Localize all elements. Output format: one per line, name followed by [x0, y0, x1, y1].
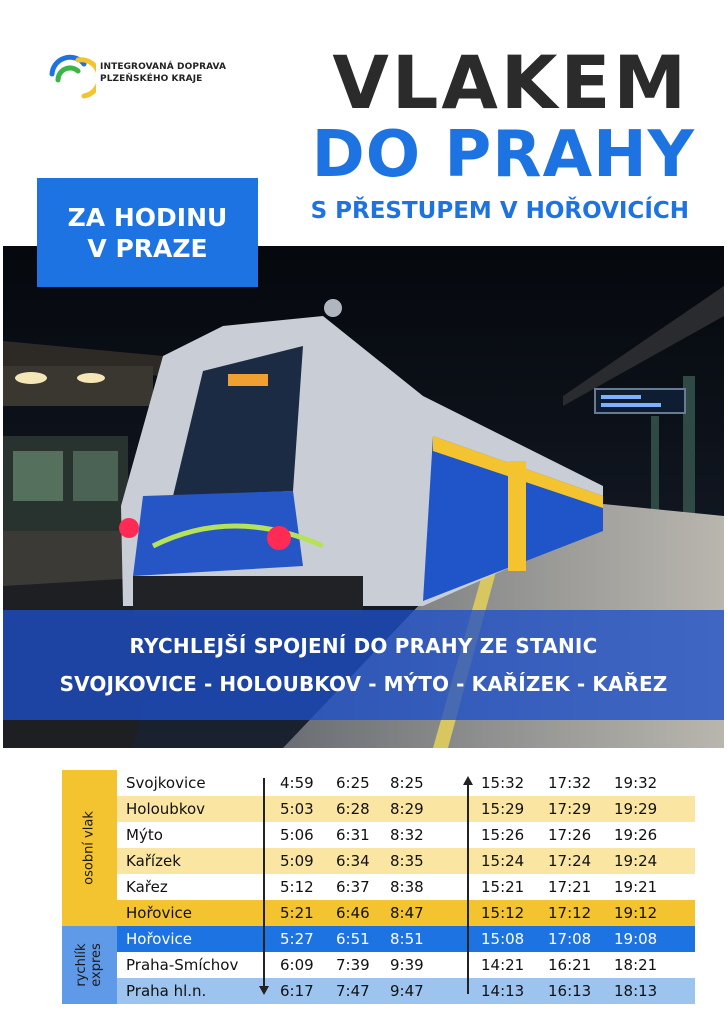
station-name: Hořovice [126, 930, 192, 948]
rychlik-label-line-1: rychlík [74, 943, 89, 987]
down-arrow-icon [263, 778, 265, 988]
departure-time-from-prague: 19:08 [614, 930, 658, 948]
station-name: Hořovice [126, 904, 192, 922]
departure-time-to-prague: 8:47 [390, 904, 424, 922]
departure-time-to-prague: 6:34 [336, 852, 370, 870]
up-arrow-icon [467, 784, 469, 994]
station-name: Praha hl.n. [126, 982, 207, 1000]
departure-time-to-prague: 5:21 [280, 904, 314, 922]
departure-time-from-prague: 16:13 [548, 982, 592, 1000]
departure-time-from-prague: 17:21 [548, 878, 592, 896]
departure-time-from-prague: 17:24 [548, 852, 592, 870]
departure-time-from-prague: 19:32 [614, 774, 658, 792]
departure-time-to-prague: 6:51 [336, 930, 370, 948]
title-line-2: DO PRAHY [311, 118, 695, 192]
departure-time-from-prague: 18:21 [614, 956, 658, 974]
departure-time-from-prague: 15:32 [481, 774, 525, 792]
departure-time-from-prague: 15:24 [481, 852, 525, 870]
departure-time-from-prague: 19:24 [614, 852, 658, 870]
departure-time-from-prague: 19:26 [614, 826, 658, 844]
departure-time-to-prague: 5:27 [280, 930, 314, 948]
departure-time-to-prague: 8:38 [390, 878, 424, 896]
badge-line-2: V PRAZE [87, 233, 208, 263]
station-name: Kařez [126, 878, 168, 896]
departure-time-to-prague: 6:28 [336, 800, 370, 818]
departure-time-to-prague: 5:03 [280, 800, 314, 818]
rychlik-label-line-2: expres [89, 943, 104, 987]
station-name: Mýto [126, 826, 163, 844]
departure-time-from-prague: 17:08 [548, 930, 592, 948]
down-arrowhead-icon [259, 986, 269, 995]
departure-time-to-prague: 6:25 [336, 774, 370, 792]
station-name: Svojkovice [126, 774, 206, 792]
departure-time-to-prague: 6:37 [336, 878, 370, 896]
ids-logo [44, 50, 96, 100]
departure-time-from-prague: 17:32 [548, 774, 592, 792]
banner-stations: SVOJKOVICE - HOLOUBKOV - MÝTO - KAŘÍZEK - KAŘEZ [59, 672, 668, 696]
departure-time-from-prague: 15:26 [481, 826, 525, 844]
departure-time-to-prague: 8:32 [390, 826, 424, 844]
departure-time-from-prague: 14:21 [481, 956, 525, 974]
logo-text [100, 61, 226, 85]
osobni-vlak-label: osobní vlak [81, 811, 97, 885]
departure-time-to-prague: 6:09 [280, 956, 314, 974]
departure-time-from-prague: 15:12 [481, 904, 525, 922]
departure-time-to-prague: 6:17 [280, 982, 314, 1000]
station-name: Praha-Smíchov [126, 956, 239, 974]
departure-time-from-prague: 15:21 [481, 878, 525, 896]
rychlik-expres-label [74, 943, 104, 987]
rainbow-logo-icon [44, 50, 96, 100]
departure-time-to-prague: 5:12 [280, 878, 314, 896]
departure-time-to-prague: 9:39 [390, 956, 424, 974]
logo-line-1: INTEGROVANÁ DOPRAVA [100, 62, 227, 72]
departure-time-to-prague: 8:29 [390, 800, 424, 818]
departure-time-to-prague: 5:09 [280, 852, 314, 870]
departure-time-to-prague: 7:39 [336, 956, 370, 974]
departure-time-from-prague: 18:13 [614, 982, 658, 1000]
departure-time-from-prague: 17:29 [548, 800, 592, 818]
departure-time-to-prague: 5:06 [280, 826, 314, 844]
station-name: Holoubkov [126, 800, 206, 818]
banner-line-1: RYCHLEJŠÍ SPOJENÍ DO PRAHY ZE STANIC [129, 634, 598, 658]
departure-time-from-prague: 17:26 [548, 826, 592, 844]
departure-time-from-prague: 17:12 [548, 904, 592, 922]
departure-time-to-prague: 7:47 [336, 982, 370, 1000]
up-arrowhead-icon [463, 776, 473, 785]
departure-time-from-prague: 19:12 [614, 904, 658, 922]
station-name: Kařízek [126, 852, 181, 870]
hour-badge [37, 178, 258, 287]
title-line-1: VLAKEM [332, 41, 689, 126]
badge-line-1: ZA HODINU [67, 202, 228, 232]
train-photo [3, 246, 724, 748]
departure-time-to-prague: 8:51 [390, 930, 424, 948]
departure-time-to-prague: 6:31 [336, 826, 370, 844]
departure-time-to-prague: 9:47 [390, 982, 424, 1000]
departure-time-from-prague: 19:21 [614, 878, 658, 896]
departure-time-from-prague: 15:29 [481, 800, 525, 818]
title-line-3: S PŘESTUPEM V HOŘOVICÍCH [310, 198, 689, 224]
departure-time-from-prague: 19:29 [614, 800, 658, 818]
connection-banner [3, 610, 724, 720]
departure-time-from-prague: 14:13 [481, 982, 525, 1000]
departure-time-to-prague: 8:25 [390, 774, 424, 792]
departure-time-from-prague: 15:08 [481, 930, 525, 948]
logo-line-2: PLZEŇSKÉHO KRAJE [100, 74, 203, 84]
departure-time-to-prague: 6:46 [336, 904, 370, 922]
departure-time-to-prague: 8:35 [390, 852, 424, 870]
departure-time-from-prague: 16:21 [548, 956, 592, 974]
departure-time-to-prague: 4:59 [280, 774, 314, 792]
